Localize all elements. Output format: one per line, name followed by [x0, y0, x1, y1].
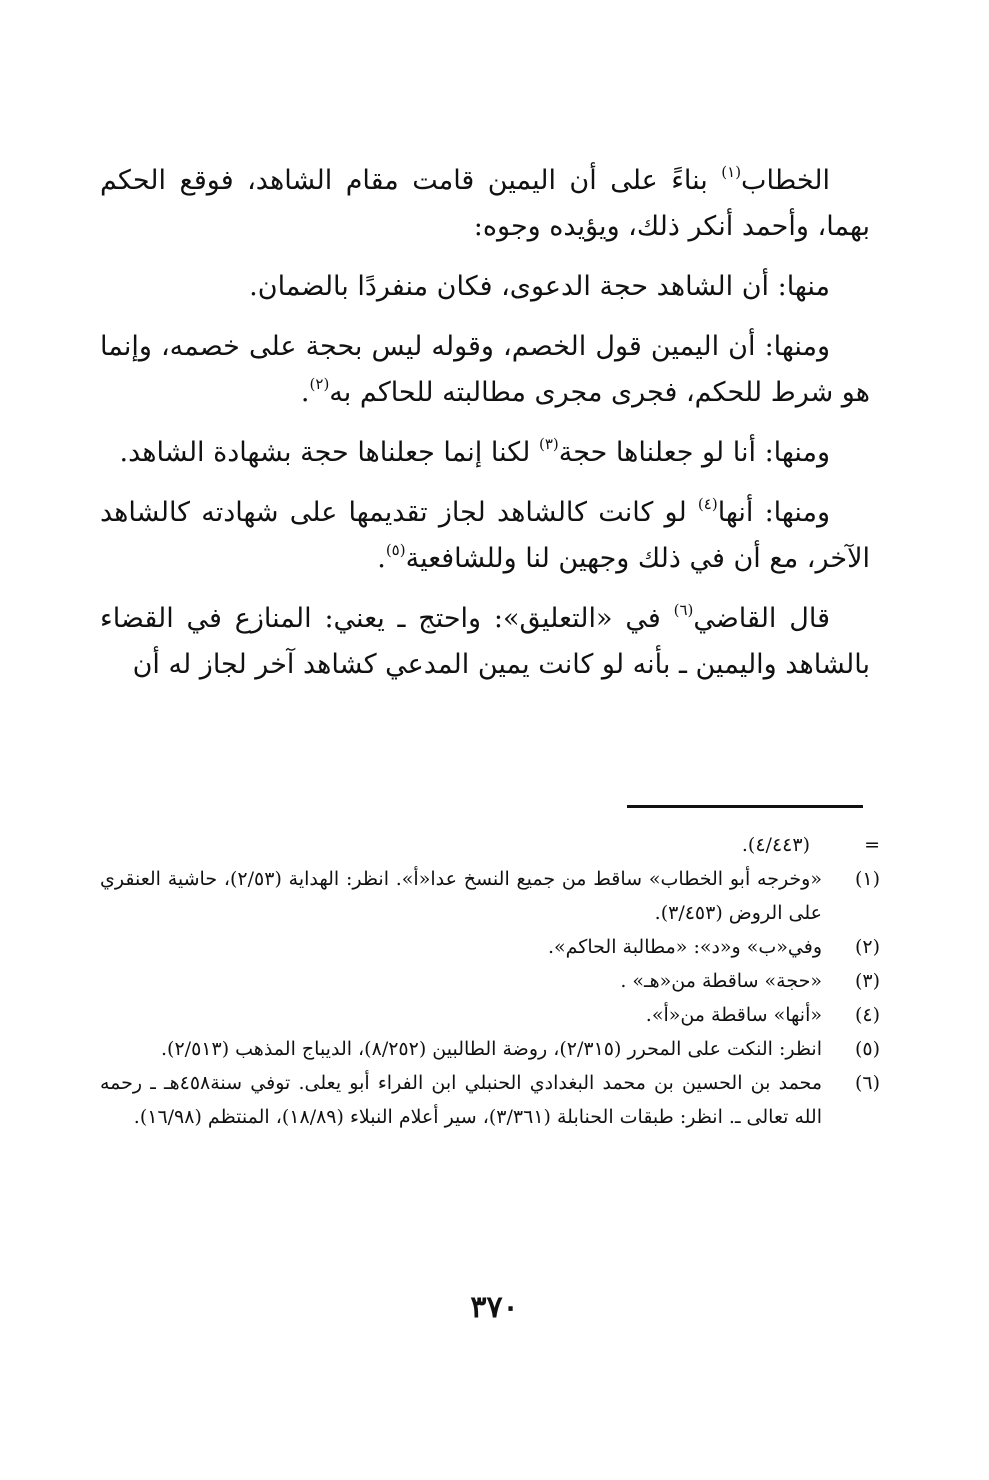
footnote-text: وفي«ب» و«د»: «مطالبة الحاكم».	[548, 936, 822, 958]
text-segment: في «التعليق»: واحتج ـ يعني: المنازع في القضاء بالشاهد واليمين ـ بأنه لو كانت يمين المدعي كشاهد آخر لجاز له أن	[100, 603, 870, 680]
text-segment: .	[300, 377, 310, 408]
footnote-text: محمد بن الحسين بن محمد البغدادي الحنبلي ابن الفراء أبو يعلى. توفي سنة٤٥٨هـ ـ رحمه الله تعالى ـ. انظر: طبقات الحنابلة (٣/٣٦١)، سير أعلام النبلاء (١٨/٨٩)، المنتظم (١٦/٩٨).	[100, 1072, 822, 1128]
main-text	[100, 158, 870, 702]
page-number: ٣٧٠	[470, 1290, 519, 1325]
text-segment: لكنا إنما جعلناها حجة بشهادة الشاهد.	[119, 437, 539, 468]
footnote-ref: (٣)	[538, 435, 559, 453]
paragraph	[100, 596, 870, 688]
text-segment: .	[377, 543, 386, 574]
paragraph	[100, 158, 870, 250]
footnote-number: (٥)	[854, 1038, 880, 1060]
continuation-text: (٤/٤٤٣).	[741, 834, 810, 856]
footnote-number: (٣)	[854, 970, 880, 992]
text-segment: بناءً على أن اليمين قامت مقام الشاهد، فوقع الحكم بهما، وأحمد أنكر ذلك، ويؤيده وجوه:	[100, 165, 870, 242]
footnote-text: «أنها» ساقطة من«أ».	[645, 1004, 822, 1026]
text-segment: ومنها: أنا لو جعلناها حجة	[558, 437, 830, 468]
text-segment: منها: أن الشاهد حجة الدعوى، فكان منفردًا بالضمان.	[249, 271, 830, 302]
footnote-item	[100, 930, 880, 964]
footnote-text: «حجة» ساقطة من«هـ» .	[620, 970, 822, 992]
text-segment: ومنها: أن اليمين قول الخصم، وقوله ليس بحجة على خصمه، وإنما هو شرط للحكم، فجرى مجرى مطالبته للحاكم به	[100, 331, 870, 408]
paragraph	[100, 430, 870, 476]
continuation-mark: =	[864, 834, 880, 856]
text-segment: لو كانت كالشاهد لجاز تقديمها على شهادته كالشاهد الآخر، مع أن في ذلك وجهين لنا وللشافعية	[100, 497, 870, 574]
text-segment: قال القاضي	[693, 603, 830, 634]
footnote-item	[100, 862, 880, 930]
text-segment: ومنها: أنها	[717, 497, 830, 528]
footnote-text: «وخرجه أبو الخطاب» ساقط من جميع النسخ عدا«أ». انظر: الهداية (٢/٥٣)، حاشية العنقري على الروض (٣/٤٥٣).	[100, 868, 822, 924]
footnote-item	[100, 1032, 880, 1066]
footnote-separator	[627, 805, 863, 808]
footnote-ref: (٥)	[385, 541, 406, 559]
footnote-item	[100, 998, 880, 1032]
footnote-number: (٢)	[854, 936, 880, 958]
footnote-ref: (١)	[721, 163, 742, 181]
paragraph	[100, 490, 870, 582]
footnote-number: (٦)	[854, 1072, 880, 1094]
footnote-item	[100, 964, 880, 998]
footnote-continuation	[100, 828, 880, 862]
footnote-ref: (٢)	[309, 375, 330, 393]
footnote-item	[100, 1066, 880, 1134]
text-segment: الخطاب	[741, 165, 830, 196]
footnote-ref: (٦)	[673, 601, 694, 619]
footnote-text: انظر: النكت على المحرر (٢/٣١٥)، روضة الطالبين (٨/٢٥٢)، الديباج المذهب (٢/٥١٣).	[161, 1038, 822, 1060]
footnote-number: (٤)	[854, 1004, 880, 1026]
paragraph	[100, 264, 870, 310]
footnotes	[100, 828, 880, 1134]
paragraph	[100, 324, 870, 416]
footnote-ref: (٤)	[697, 495, 718, 513]
footnote-number: (١)	[854, 868, 880, 890]
